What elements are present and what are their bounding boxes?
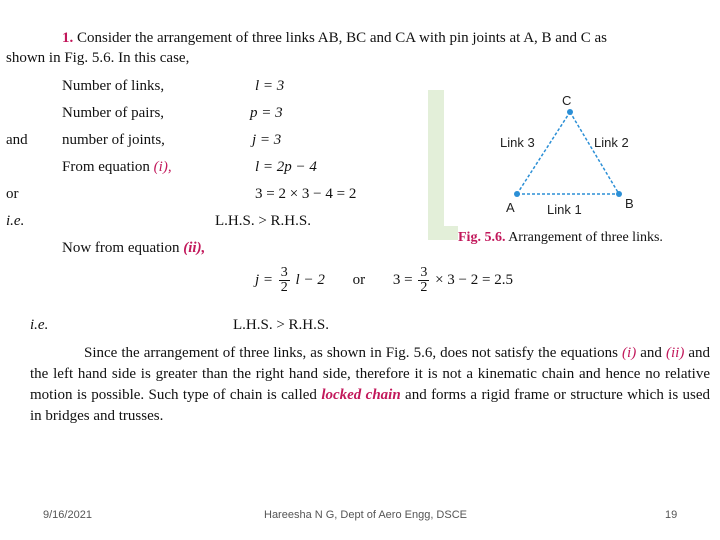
figure-caption-text: Arrangement of three links. xyxy=(508,230,663,245)
conclusion-paragraph xyxy=(30,343,710,427)
row-pairs-value: p = 3 xyxy=(250,105,283,121)
eq-or: or xyxy=(352,271,366,288)
row-joints-value: j = 3 xyxy=(252,132,282,148)
row-or-lead: or xyxy=(6,186,19,202)
eq-after-fraction-1: l − 2 xyxy=(295,271,325,288)
footer-page-number: 19 xyxy=(665,509,678,521)
row-eq-i-value: l = 2p − 4 xyxy=(255,159,317,175)
figure-caption xyxy=(458,230,663,246)
eq-lhs: j = xyxy=(255,271,274,288)
para-ref-i: (i) xyxy=(622,345,637,361)
row-and-lead: and xyxy=(6,132,28,148)
para-part4: and forms a rigid frame or structure which is used in bridges and trusses. xyxy=(30,387,711,424)
row-links-value: l = 3 xyxy=(255,78,285,94)
joint-c-label: C xyxy=(562,93,572,108)
fraction-2-denominator: 2 xyxy=(420,280,428,295)
footer-date: 9/16/2021 xyxy=(43,509,92,521)
eq-after-fraction-2: × 3 − 2 = 2.5 xyxy=(435,271,513,288)
row-ie-value: L.H.S. > R.H.S. xyxy=(215,213,311,229)
equation-ii-ref: (ii), xyxy=(183,240,206,256)
row-ie-lead: i.e. xyxy=(6,213,25,229)
footer-author: Hareesha N G, Dept of Aero Engg, DSCE xyxy=(264,509,467,521)
figure-caption-label: Fig. 5.6. xyxy=(458,230,506,245)
link-2-line xyxy=(570,112,619,194)
row-links-label: Number of links, xyxy=(62,78,165,94)
problem-intro-line1 xyxy=(62,30,607,47)
fraction-2-numerator: 3 xyxy=(420,265,428,280)
link-1-label: Link 1 xyxy=(547,202,582,217)
decorative-l-shape xyxy=(428,90,452,240)
row-pairs-label: Number of pairs, xyxy=(62,105,165,121)
problem-intro-text: Consider the arrangement of three links AB, BC and CA with pin joints at A, B and C as xyxy=(77,30,607,46)
joint-a-dot xyxy=(514,191,520,197)
fraction-1-denominator: 2 xyxy=(280,280,288,295)
problem-intro-line2: shown in Fig. 5.6. In this case, xyxy=(6,50,190,66)
row-eq-i-text: From equation xyxy=(62,159,150,175)
equation-i-ref: (i), xyxy=(153,159,172,175)
locked-chain-term: locked chain xyxy=(321,387,401,403)
row-joints-label: number of joints, xyxy=(62,132,165,148)
para-part3: and the left hand side is greater than the right hand side, therefore it is not a kinematic chain and hence no relative motion is possible. Such type of chain is called xyxy=(30,345,711,403)
fraction-2 xyxy=(418,266,429,295)
row-or-value: 3 = 2 × 3 − 4 = 2 xyxy=(255,186,357,202)
equation-ii-intro xyxy=(62,240,205,257)
equation-ii-line xyxy=(255,266,513,295)
fraction-1 xyxy=(279,266,290,295)
fraction-1-numerator: 3 xyxy=(280,265,288,280)
row-eq-i-label xyxy=(62,159,172,176)
ie2-value: L.H.S. > R.H.S. xyxy=(233,317,329,333)
para-part2: and xyxy=(640,345,662,361)
problem-number: 1. xyxy=(62,30,74,46)
joint-a-label: A xyxy=(506,200,515,215)
ie2-lead: i.e. xyxy=(30,317,49,333)
joint-b-dot xyxy=(616,191,622,197)
link-3-line xyxy=(517,112,570,194)
para-part1: Since the arrangement of three links, as shown in Fig. 5.6, does not satisfy the equations xyxy=(84,345,618,361)
three-link-figure xyxy=(490,88,690,223)
equation-ii-prefix: Now from equation xyxy=(62,240,180,256)
joint-b-label: B xyxy=(625,196,634,211)
para-ref-ii: (ii) xyxy=(666,345,685,361)
joint-c-dot xyxy=(567,109,573,115)
link-2-label: Link 2 xyxy=(594,135,629,150)
link-3-label: Link 3 xyxy=(500,135,535,150)
eq-lhs2: 3 = xyxy=(392,271,413,288)
